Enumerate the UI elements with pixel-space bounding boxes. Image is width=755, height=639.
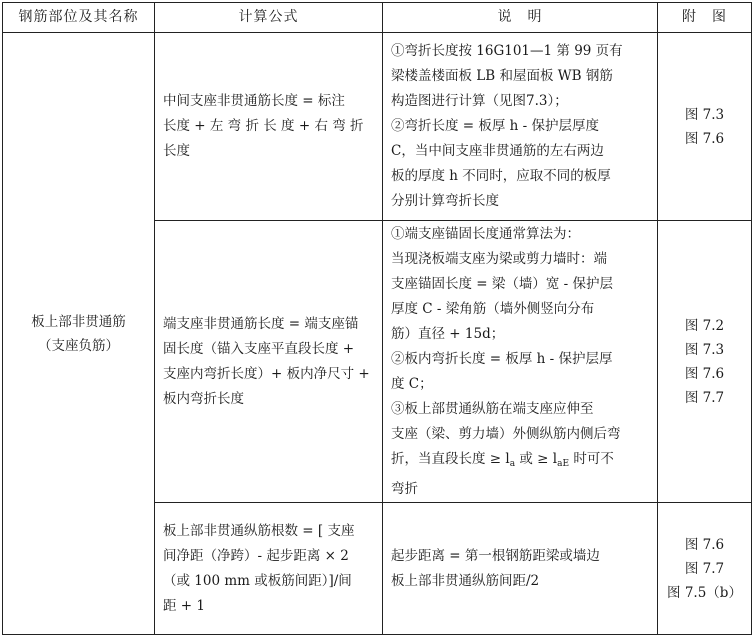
description-cell [383,503,658,635]
description-line: 构造图进行计算（见图7.3）； [391,93,568,109]
subscript-a: a [509,458,516,469]
description-line: 板上部非贯通纵筋间距/2 [391,572,540,589]
part-name: 板上部非贯通筋 [31,313,126,330]
description-line: 板的厚度 h 不同时，应取不同的板厚 [391,168,611,184]
description-line: ②板内弯折长度 = 板厚 h - 保护层厚 [391,350,613,367]
figures-cell [658,503,752,635]
figure-ref: 图 7.3 [684,341,725,358]
description-text: 或 ≥ l [515,450,558,467]
description-cell [383,221,658,503]
description-line-anchorage [391,447,649,477]
description-line: 当现浇板端支座为梁或剪力墙时：端 [391,250,607,267]
formula-line: 中间支座非贯通筋长度 = 标注 [163,93,345,109]
description-line: 度 C； [391,375,433,392]
figure-ref: 图 7.2 [684,317,725,334]
figures-cell [658,221,752,503]
description-text: 折，当直段长度 ≥ l [391,450,510,467]
figure-ref: 图 7.3 [684,106,725,123]
formula-line: 间净距（净跨）- 起步距离 × 2 [163,547,349,564]
description-line: ①端支座锚固长度通常算法为： [391,225,580,242]
description-line: ③板上部贯通纵筋在端支座应伸至 [391,400,594,417]
formula-line: 长度 + 左 弯 折 长 度 + 右 弯 折 [163,118,364,134]
figure-ref: 图 7.6 [684,536,725,553]
description-line: 支座（梁、剪力墙）外侧纵筋内侧后弯 [391,425,621,442]
figure-ref: 图 7.7 [684,389,725,406]
part-name-cell [3,33,155,635]
table-header-row [3,3,752,33]
formula-line: 支座内弯折长度）+ 板内净尺寸 + [163,365,370,382]
description-line: 弯折 [391,480,418,497]
header-figures: 附 图 [658,3,752,33]
table-row [3,33,752,221]
description-line: 筋）直径 + 15d； [391,325,505,342]
description-cell [383,33,658,221]
description-line: C，当中间支座非贯通筋的左右两边 [391,143,604,159]
formula-line: 距 + 1 [163,597,205,614]
header-description: 说 明 [383,3,658,33]
formula-line: 板上部非贯通纵筋根数 = [ 支座 [163,522,355,539]
formula-cell [155,503,383,635]
description-line: 分别计算弯折长度 [391,193,499,209]
description-line: ②弯折长度 = 板厚 h - 保护层厚度 [391,118,600,134]
formula-cell [155,33,383,221]
subscript-aE: aE [557,458,570,469]
part-name-note: （支座负筋） [38,337,119,354]
description-line: 起步距离 = 第一根钢筋距梁或墙边 [391,547,600,564]
formula-line: 长度 [163,143,190,159]
formula-line: 固长度（锚入支座平直段长度 + [163,340,355,357]
figure-ref: 图 7.5（b） [667,584,742,601]
rebar-spec-table [2,2,752,635]
formula-line: 端支座非贯通筋长度 = 端支座锚 [163,315,359,332]
formula-line: （或 100 mm 或板筋间距）]/间 [163,572,352,589]
description-text: 时可不 [569,450,614,467]
header-formula: 计算公式 [155,3,383,33]
description-line: 厚度 C - 梁角筋（墙外侧竖向分布 [391,300,595,317]
header-part: 钢筋部位及其名称 [3,3,155,33]
formula-line: 板内弯折长度 [163,390,244,407]
figure-ref: 图 7.6 [684,365,725,382]
description-line: 梁楼盖楼面板 LB 和屋面板 WB 钢筋 [391,68,613,84]
figures-cell [658,33,752,221]
figure-ref: 图 7.6 [684,130,725,147]
formula-cell [155,221,383,503]
description-line: 支座锚固长度 = 梁（墙）宽 - 保护层 [391,275,614,292]
description-line: ①弯折长度按 16G101—1 第 99 页有 [391,43,623,59]
figure-ref: 图 7.7 [684,560,725,577]
